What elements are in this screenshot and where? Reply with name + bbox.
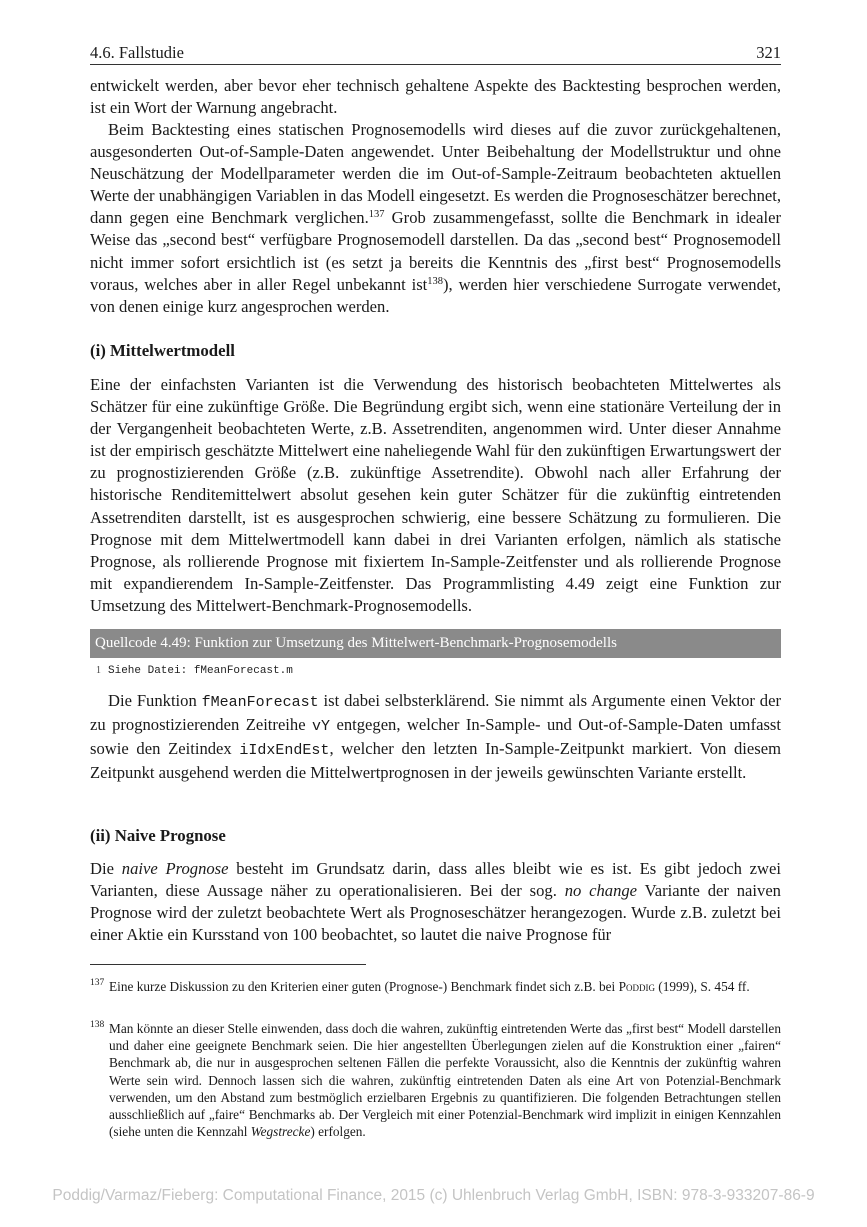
inline-code: vY xyxy=(312,718,331,736)
text: Die Funktion xyxy=(108,691,202,710)
paragraph-backtesting xyxy=(90,119,781,318)
footnote-138 xyxy=(90,1020,781,1140)
section-title: 4.6. Fallstudie xyxy=(90,43,184,62)
footnote-ref-138[interactable]: 138 xyxy=(427,275,444,287)
text: Eine kurze Diskussion zu den Kriterien einer guten (Prognose-) Benchmark findet sich z.B. bei xyxy=(109,979,619,994)
inline-code: fMeanForecast xyxy=(201,694,319,711)
paragraph-continued: entwickelt werden, aber bevor eher technisch gehaltene Aspekte des Backtesting besprochen werden, ist ein Wort der Warnung angebracht. xyxy=(90,76,781,118)
footnote-number: 137 xyxy=(90,978,105,988)
running-head xyxy=(90,42,781,65)
footnote-text xyxy=(109,1020,781,1140)
text: Man könnte an dieser Stelle einwenden, dass doch die wahren, zukünftig eintretenden Werte das „first best“ Modell darstellen und daher eine geeignete Benchmark seien. Die hier angestellten Überlegungen zielen auf die Konstruktion einer „fairen“ Benchmark ab, die nur in ausgesprochen seltenen Fällen die perfekte Voraussicht, also die Kenntnis der zukünftig wahren Werte sein wird. Dennoch lassen sich die wahren, zukünftig eintretenden Daten als eine Art von Potenzial-Benchmark verwenden, um den Abstand zum bestmöglich erzielbaren Ergebnis zu quantifizieren. Die folgenden Betrachtungen stellen ausschließlich auf „faire“ Benchmarks ab. Der Vergleich mit einer Potenzial-Benchmark wird implizit in einigen Kennzahlen (siehe unten die Kennzahl xyxy=(109,1021,781,1140)
text: ist dabei selbsterklärend. Sie nimmt als Argumente einen Vektor der zu prognostizierenden Zeitreihe xyxy=(90,691,781,735)
text: (1999), S. 454 ff. xyxy=(654,979,750,994)
text: Variante der naiven Prognose wird der zuletzt beobachtete Wert als Prognoseschätzer herangezogen. Wurde z.B. zuletzt bei einer Aktie ein Kursstand von 100 beobachtet, so lautet die naive Prognose für xyxy=(90,881,781,945)
heading-mittelwertmodell: (i) Mittelwertmodell xyxy=(90,341,235,360)
text: besteht im Grundsatz darin, dass alles bleibt wie es ist. Es gibt jedoch zwei Varianten, diese Aussage näher zu operationalisieren. Bei der sog. xyxy=(90,859,782,901)
copyright-watermark: Poddig/Varmaz/Fieberg: Computational Finance, 2015 (c) Uhlenbruch Verlag GmbH, ISBN: 978-3-933207-86-9 xyxy=(52,1187,815,1204)
text: Beim Backtesting eines statischen Prognosemodells wird dieses auf die zuvor zurückgehaltenen, ausgesonderten Out-of-Sample-Daten angewendet. Unter Beibehaltung der Modellstruktur und ohne Neuschätzung der Modellparameter werden die im Out-of-Sample-Zeitraum beobachteten aktuellen Werte der unabhängigen Variablen in das Modell eingesetzt. Es werden die Prognoseschätzer berechnet, dann gegen eine Benchmark verglichen. xyxy=(90,120,781,228)
text: Grob zusammengefasst, sollte die Benchmark in idealer Weise das „second best“ verfügbare Prognosemodell darstellen. Da das „second best“ Prognosemodell nicht immer sofort ersichtlich ist (es setzt ja bereits die Kenntnis des „first best“ Prognosemodells voraus, welches aber in aller Regel unbekannt ist xyxy=(90,208,781,294)
footnote-137 xyxy=(90,978,781,995)
author-name: Poddig xyxy=(618,979,655,994)
footnote-number: 138 xyxy=(90,1020,105,1030)
inline-code: iIdxEndEst xyxy=(239,742,330,760)
paragraph-mittelwertmodell: Eine der einfachsten Varianten ist die Verwendung des historisch beobachteten Mittelwertes als Schätzer für eine zukünftige Größe. Die Begründung ergibt sich, wenn eine stationäre Verteilung der in der Vergangenheit beobachteten Werte, z.B. Assetrenditen, angenommen wird. Unter dieser Annahme ist der empirisch geschätzte Mittelwert eine naheliegende Wahl für den zukünftigen Erwartungswert der zu prognostizierenden Größe (z.B. zukünftige Assetrendite). Obwohl nach aller Erfahrung der historische Renditemittelwert absolut gesehen kein guter Schätzer für die zukünftig eintretenden Assetrenditen darstellt, ist es ausgesprochen schwierig, eine bessere Schätzung zu formulieren. Die Prognose mit dem Mittelwertmodell kann dabei in drei Varianten erfolgen, nämlich als statische Prognose, als rollierende Prognose mit fixiertem In-Sample-Zeitfenster und als rollierende Prognose mit expandierendem In-Sample-Zeitfenster. Das Programmlisting 4.49 zeigt eine Funktion zur Umsetzung des Mittelwert-Benchmark-Prognosemodells. xyxy=(90,375,781,615)
text: Die xyxy=(90,859,122,878)
line-number: 1 xyxy=(96,665,101,676)
emphasis: Wegstrecke xyxy=(250,1124,311,1140)
code-text: Siehe Datei: fMeanForecast.m xyxy=(108,665,293,677)
footnote-ref-137[interactable]: 137 xyxy=(368,209,385,221)
emphasis: no change xyxy=(564,881,638,901)
paragraph-naive-prognose xyxy=(90,858,781,946)
page-number: 321 xyxy=(756,43,781,62)
text: ) erfolgen. xyxy=(310,1124,366,1140)
footnote-divider xyxy=(90,964,366,965)
text: , welcher den letzten In-Sample-Zeitpunkt markiert. Von diesem Zeitpunkt ausgehend werden die Mittelwertprognosen in der jeweils gewünschten Variante erstellt. xyxy=(90,739,781,783)
heading-naive-prognose: (ii) Naive Prognose xyxy=(90,826,226,845)
code-listing-line xyxy=(90,665,293,677)
code-listing-caption: Quellcode 4.49: Funktion zur Umsetzung des Mittelwert-Benchmark-Prognosemodells xyxy=(90,629,781,658)
paragraph-function-description xyxy=(90,690,781,784)
text: ), werden hier verschiedene Surrogate verwendet, von denen einige kurz angesprochen werden. xyxy=(90,274,781,316)
text: entgegen, welcher In-Sample- und Out-of-Sample-Daten umfasst sowie den Zeitindex xyxy=(90,715,781,759)
emphasis: naive Prognose xyxy=(121,859,229,878)
footnote-text xyxy=(109,978,781,995)
